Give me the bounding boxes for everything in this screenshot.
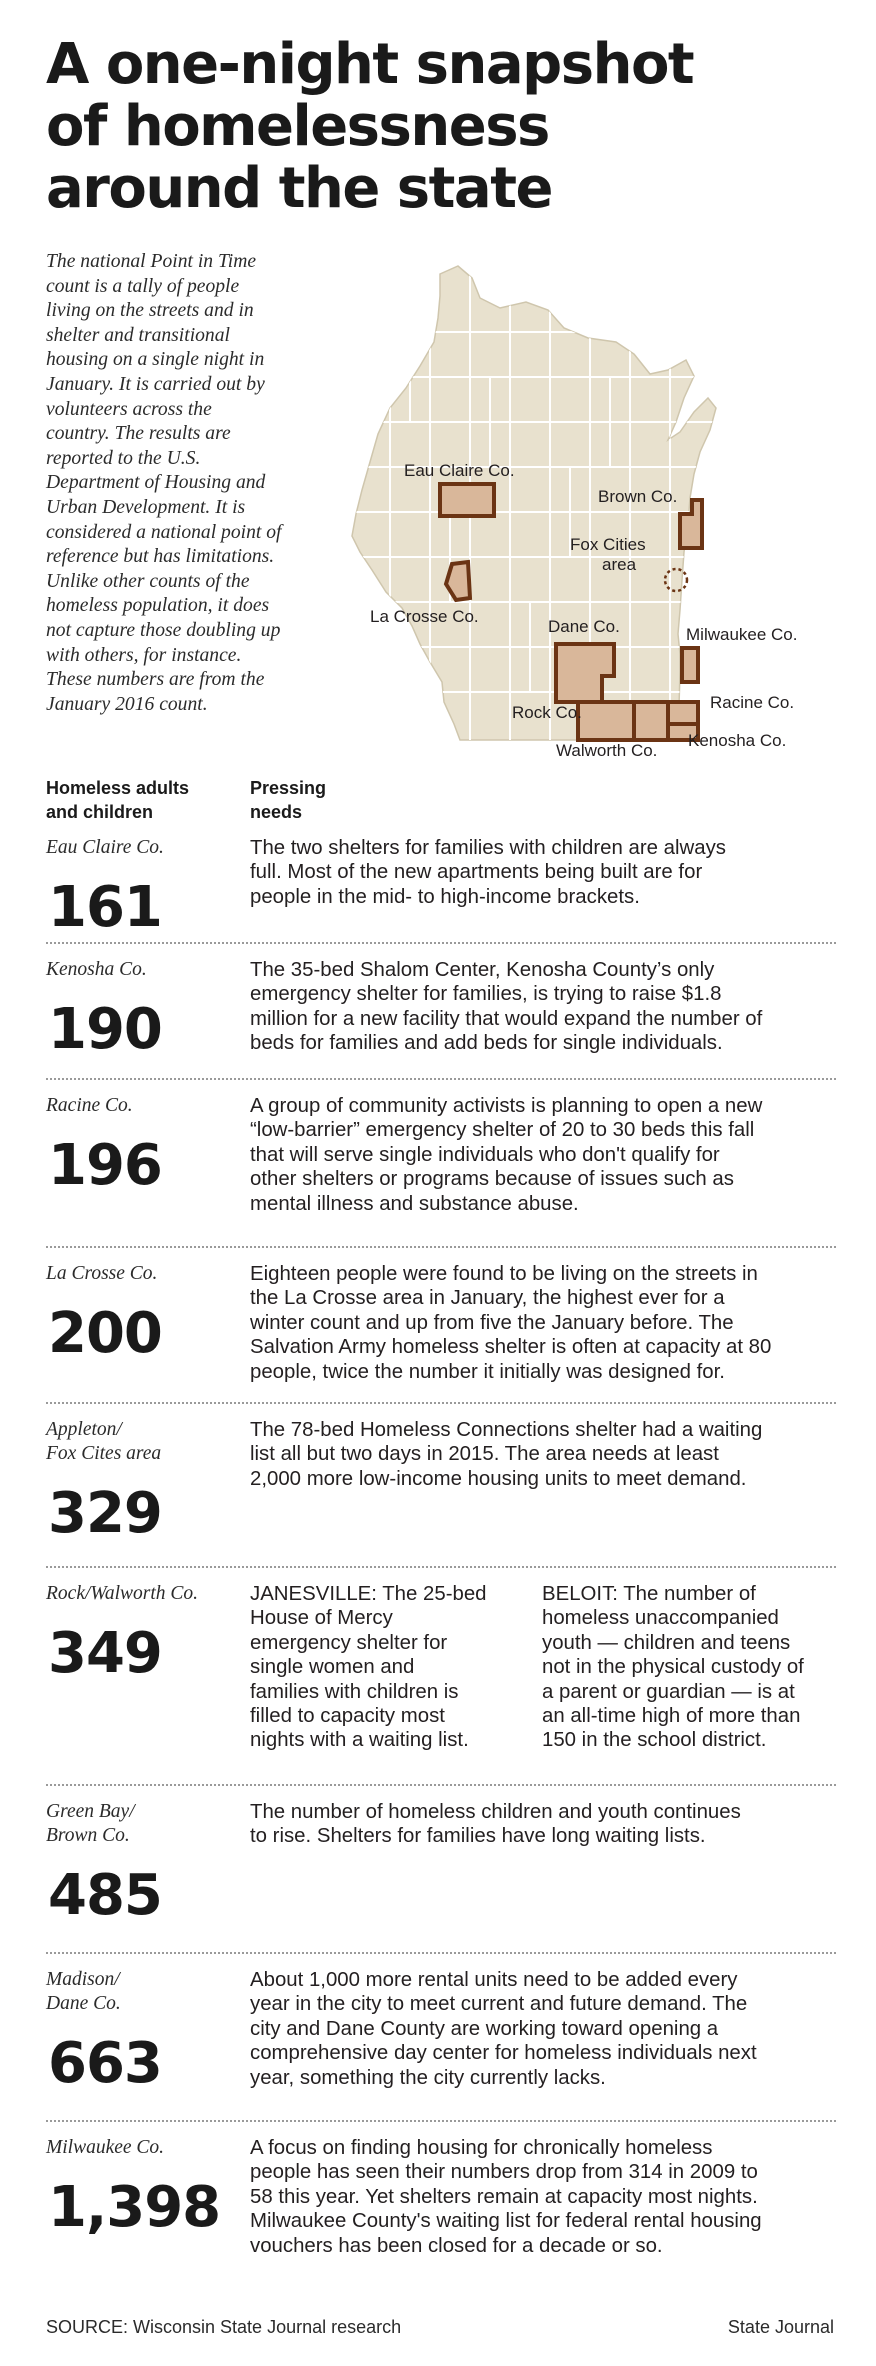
map-label-dane: Dane Co. <box>548 617 620 636</box>
pressing-needs <box>250 1094 830 1216</box>
needs-line: The 35-bed Shalom Center, Kenosha County’s only <box>250 959 715 981</box>
intro-line: reference but has limitations. <box>46 546 275 568</box>
intro-line: These numbers are from the <box>46 669 265 691</box>
intro-line: not capture those doubling up <box>46 619 281 641</box>
header-line: and children <box>46 802 154 822</box>
pressing-needs-janesville <box>250 1582 487 1753</box>
county-name <box>46 1800 266 1848</box>
racine-county <box>668 702 698 724</box>
header-line: Pressing <box>250 778 327 798</box>
intro-line: The national Point in Time <box>46 251 257 272</box>
map-label-fox-cities-area: area <box>602 555 637 574</box>
county-name <box>46 836 266 860</box>
needs-line: Milwaukee County's waiting list for federal rental housing <box>250 2210 762 2233</box>
intro-line: country. The results are <box>46 423 231 445</box>
needs-line: homeless unaccompanied <box>542 1607 779 1630</box>
county-name-line: Appleton/ <box>46 1419 122 1440</box>
walworth-county <box>634 702 668 740</box>
needs-line: A focus on finding housing for chronically homeless <box>250 2137 713 2159</box>
homeless-count: 663 <box>48 2031 162 2096</box>
intro-line: reported to the U.S. <box>46 447 201 469</box>
homeless-count: 161 <box>48 875 162 940</box>
row-divider <box>46 2120 836 2122</box>
needs-line: million for a new facility that would expand the number of <box>250 1007 763 1030</box>
row-divider <box>46 1566 836 1568</box>
needs-line: mental illness and substance abuse. <box>250 1192 579 1215</box>
needs-line: people in the mid- to high-income brackets. <box>250 885 640 908</box>
homeless-count: 349 <box>48 1621 162 1686</box>
pressing-needs <box>250 2136 830 2258</box>
county-name <box>46 1582 266 1606</box>
row-divider <box>46 1952 836 1954</box>
needs-line: filled to capacity most <box>250 1705 445 1728</box>
pressing-needs <box>250 958 830 1056</box>
row-divider <box>46 1078 836 1080</box>
needs-line: Eighteen people were found to be living on the streets in <box>250 1263 758 1285</box>
county-name <box>46 1094 266 1118</box>
row-divider <box>46 942 836 944</box>
page-title <box>46 34 846 220</box>
header-line: Homeless adults <box>46 778 190 798</box>
needs-line: 2,000 more low-income housing units to meet demand. <box>250 1467 747 1490</box>
intro-line: January 2016 count. <box>46 693 208 715</box>
county-name-line: Fox Cites area <box>46 1443 162 1464</box>
needs-line: Salvation Army homeless shelter is often at capacity at 80 <box>250 1336 772 1359</box>
credit: State Journal <box>727 2317 834 2337</box>
needs-line: A group of community activists is planning to open a new <box>250 1095 763 1117</box>
county-name <box>46 1418 266 1466</box>
count-column-header <box>46 776 189 824</box>
county-name-line: Dane Co. <box>46 1993 121 2014</box>
pressing-needs <box>250 836 830 909</box>
intro-line: considered a national point of <box>46 521 282 543</box>
homeless-count: 196 <box>48 1133 162 1198</box>
homeless-count: 485 <box>48 1863 162 1928</box>
needs-line: the La Crosse area in January, the highest ever for a <box>250 1287 725 1310</box>
intro-line: shelter and transitional <box>46 324 230 346</box>
needs-line: year in the city to meet current and future demand. The <box>250 1993 748 2016</box>
homeless-count: 200 <box>48 1301 162 1366</box>
pressing-needs <box>250 1418 830 1491</box>
pressing-needs <box>250 1800 830 1849</box>
county-name-line: Milwaukee Co. <box>46 2137 165 2158</box>
eau-claire-county <box>440 484 494 516</box>
intro-line: January. It is carried out by <box>46 373 265 395</box>
pressing-needs-beloit <box>542 1582 804 1753</box>
map-label-brown: Brown Co. <box>598 487 678 506</box>
county-name-line: Brown Co. <box>46 1825 130 1846</box>
county-name <box>46 958 266 982</box>
intro-text <box>46 250 366 717</box>
needs-line: youth — children and teens <box>542 1631 791 1654</box>
map-label-rock: Rock Co. <box>512 703 582 722</box>
needs-line: full. Most of the new apartments being built are for <box>250 861 703 884</box>
needs-line: The two shelters for families with children are always <box>250 837 726 859</box>
needs-line: not in the physical custody of <box>542 1656 804 1679</box>
county-name-line: Kenosha Co. <box>46 959 147 980</box>
needs-line: comprehensive day center for homeless individuals next <box>250 2042 757 2065</box>
needs-line: a parent or guardian — is at <box>542 1680 795 1703</box>
needs-line: JANESVILLE: The 25-bed <box>250 1583 487 1605</box>
needs-line: The 78-bed Homeless Connections shelter had a waiting <box>250 1419 763 1441</box>
needs-line: About 1,000 more rental units need to be added every <box>250 1969 738 1991</box>
county-name-line: La Crosse Co. <box>46 1263 158 1284</box>
homeless-count: 190 <box>48 997 162 1062</box>
county-name-line: Madison/ <box>46 1969 120 1990</box>
needs-line: to rise. Shelters for families have long waiting lists. <box>250 1825 706 1848</box>
county-name-line: Eau Claire Co. <box>46 837 164 858</box>
homeless-count: 1,398 <box>48 2175 221 2240</box>
title-line: of homelessness <box>46 94 549 159</box>
intro-line: with others, for instance. <box>46 644 242 666</box>
intro-line: living on the streets and in <box>46 300 254 322</box>
title-line: A one-night snapshot <box>46 32 694 97</box>
needs-line: nights with a waiting list. <box>250 1729 469 1752</box>
county-name-line: Green Bay/ <box>46 1801 135 1822</box>
needs-line: other shelters or programs because of issues such as <box>250 1168 734 1191</box>
milwaukee-county <box>682 648 698 682</box>
county-name <box>46 2136 266 2160</box>
intro-line: Department of Housing and <box>46 472 266 494</box>
needs-line: 150 in the school district. <box>542 1729 767 1752</box>
map-label-racine: Racine Co. <box>710 693 795 712</box>
needs-line: list all but two days in 2015. The area needs at least <box>250 1443 719 1466</box>
needs-line: people, twice the number it initially was designed for. <box>250 1360 725 1383</box>
needs-line: House of Mercy <box>250 1607 393 1630</box>
needs-line: families with children is <box>250 1680 459 1703</box>
county-name <box>46 1968 266 2016</box>
needs-line: an all-time high of more than <box>542 1705 801 1728</box>
needs-line: vouchers has been closed for a decade or so. <box>250 2234 663 2257</box>
homeless-count: 329 <box>48 1481 162 1546</box>
header-line: needs <box>250 802 303 822</box>
intro-line: housing on a single night in <box>46 349 265 371</box>
needs-line: The number of homeless children and youth continues <box>250 1801 741 1823</box>
needs-line: year, something the city currently lacks. <box>250 2066 606 2089</box>
map-label-walworth: Walworth Co. <box>556 741 658 760</box>
row-divider <box>46 1784 836 1786</box>
needs-line: winter count and up from five the January before. The <box>250 1311 734 1334</box>
title-line: around the state <box>46 156 552 221</box>
intro-line: volunteers across the <box>46 398 212 420</box>
needs-line: single women and <box>250 1656 415 1679</box>
intro-line: count is a tally of people <box>46 275 240 297</box>
intro-line: homeless population, it does <box>46 595 270 617</box>
needs-column-header <box>250 776 326 824</box>
pressing-needs <box>250 1262 830 1384</box>
rock-county <box>578 702 634 740</box>
wisconsin-map <box>350 262 850 772</box>
map-label-kenosha: Kenosha Co. <box>688 731 787 750</box>
map-label-la-crosse: La Crosse Co. <box>370 607 479 626</box>
intro-line: Urban Development. It is <box>46 496 246 518</box>
row-divider <box>46 1402 836 1404</box>
map-label-milwaukee: Milwaukee Co. <box>686 625 798 644</box>
needs-line: BELOIT: The number of <box>542 1583 756 1605</box>
needs-line: city and Dane County are working toward opening a <box>250 2017 719 2040</box>
needs-line: “low-barrier” emergency shelter of 20 to 30 beds this fall <box>250 1119 755 1142</box>
map-label-fox-cities: Fox Cities <box>570 535 646 554</box>
source-note: SOURCE: Wisconsin State Journal research <box>46 2317 402 2337</box>
needs-line: that will serve single individuals who don't qualify for <box>250 1143 720 1166</box>
needs-line: 58 this year. Yet shelters remain at capacity most nights. <box>250 2185 758 2208</box>
pressing-needs <box>250 1968 830 2090</box>
row-divider <box>46 1246 836 1248</box>
county-name-line: Racine Co. <box>46 1095 133 1116</box>
county-name <box>46 1262 266 1286</box>
needs-line: people has seen their numbers drop from 314 in 2009 to <box>250 2161 758 2184</box>
needs-line: emergency shelter for families, is trying to raise $1.8 <box>250 983 722 1006</box>
needs-line: emergency shelter for <box>250 1631 448 1654</box>
needs-line: beds for families and add beds for single individuals. <box>250 1032 723 1055</box>
county-name-line: Rock/Walworth Co. <box>46 1583 199 1604</box>
intro-line: Unlike other counts of the <box>46 570 250 592</box>
map-label-eau-claire: Eau Claire Co. <box>404 461 515 480</box>
